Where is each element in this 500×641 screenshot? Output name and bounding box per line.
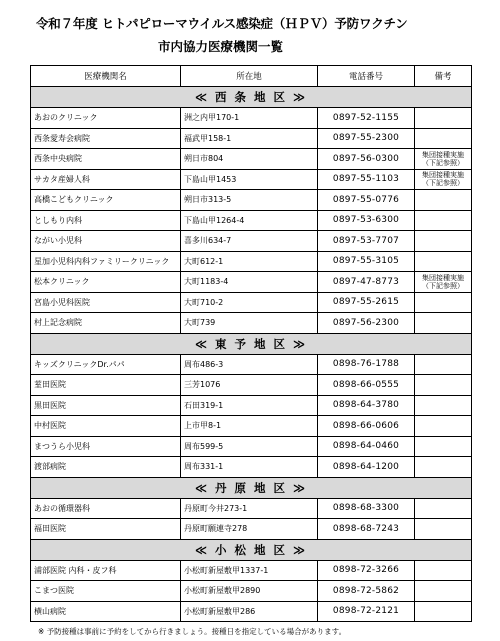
clinic-address: 三芳1076 [181,375,318,396]
table-row [31,190,472,211]
clinic-tel: 0897-53-6300 [318,210,415,231]
clinic-address: 福武甲158-1 [181,128,318,149]
clinic-tel: 0897-56-0300 [318,149,415,170]
table-row [31,272,472,293]
clinic-address: 朔日市313-5 [181,190,318,211]
clinic-tel: 0898-72-3266 [318,560,415,581]
clinic-tel: 0898-68-7243 [318,519,415,540]
clinic-name: 西条中央病院 [31,149,181,170]
clinic-name: 松本クリニック [31,272,181,293]
table-row [31,581,472,602]
table-row [31,210,472,231]
clinic-table [30,65,472,622]
clinic-address: 上市甲8-1 [181,416,318,437]
clinic-address: 下島山甲1453 [181,169,318,190]
clinic-name: 星加小児科内科ファミリークリニック [31,251,181,272]
clinic-name: 村上記念病院 [31,313,181,334]
clinic-note [415,292,472,313]
table-row [31,354,472,375]
clinic-note [415,190,472,211]
clinic-name: 荎田医院 [31,375,181,396]
clinic-note [415,210,472,231]
clinic-tel: 0898-72-5862 [318,581,415,602]
clinic-address: 丹原町願連寺278 [181,519,318,540]
clinic-note [415,519,472,540]
clinic-tel: 0897-52-1155 [318,108,415,129]
clinic-tel: 0897-55-2300 [318,128,415,149]
clinic-name: あおのクリニック [31,108,181,129]
clinic-note: 集団接種実施（下記参照） [415,169,472,190]
document-title: 令和７年度 ヒトパピローマウイルス感染症（ＨＰＶ）予防ワクチン [36,16,408,31]
clinic-address: 大町1183-4 [181,272,318,293]
clinic-note [415,375,472,396]
header-address: 所在地 [181,66,318,87]
table-row [31,560,472,581]
clinic-tel: 0897-55-1103 [318,169,415,190]
clinic-tel: 0897-55-2615 [318,292,415,313]
table-row [31,169,472,190]
table-row [31,292,472,313]
clinic-address: 周布486-3 [181,354,318,375]
table-row [31,416,472,437]
clinic-tel: 0897-53-7707 [318,231,415,252]
clinic-note [415,416,472,437]
clinic-note: 集団接種実施（下記参照） [415,149,472,170]
clinic-note [415,251,472,272]
region-label: ≪ 丹 原 地 区 ≫ [31,477,472,498]
clinic-tel: 0898-66-0555 [318,375,415,396]
clinic-name: 西条愛寿会病院 [31,128,181,149]
clinic-address: 朔日市804 [181,149,318,170]
clinic-name: まつうら小児科 [31,436,181,457]
clinic-name: 渡部病院 [31,457,181,478]
clinic-name: としもり内科 [31,210,181,231]
region-label: ≪ 西 条 地 区 ≫ [31,87,472,108]
region-label: ≪ 小 松 地 区 ≫ [31,539,472,560]
table-row [31,436,472,457]
header-tel: 電話番号 [318,66,415,87]
clinic-name: あおの循環器科 [31,498,181,519]
clinic-address: 下島山甲1264-4 [181,210,318,231]
clinic-name: 宮島小児科医院 [31,292,181,313]
document-subtitle: 市内協力医療機関一覧 [158,39,284,54]
clinic-name: こまつ医院 [31,581,181,602]
clinic-tel: 0898-72-2121 [318,601,415,622]
footnote: ※ 予防接種は事前に予約をしてから行きましょう。接種日を指定している場合があります。 [38,627,347,636]
clinic-address: 喜多川634-7 [181,231,318,252]
header-name: 医療機関名 [31,66,181,87]
header-note: 備考 [415,66,472,87]
region-header-row [31,87,472,108]
clinic-note [415,231,472,252]
clinic-note [415,601,472,622]
clinic-name: 中村医院 [31,416,181,437]
clinic-name: 黒田医院 [31,395,181,416]
clinic-tel: 0897-55-0776 [318,190,415,211]
clinic-tel: 0897-56-2300 [318,313,415,334]
table-header-row [31,66,472,87]
clinic-note [415,354,472,375]
clinic-address: 小松町新屋敷甲286 [181,601,318,622]
table-row [31,519,472,540]
clinic-tel: 0897-55-3105 [318,251,415,272]
clinic-name: ながい小児科 [31,231,181,252]
clinic-note [415,108,472,129]
clinic-address: 小松町新屋敷甲2890 [181,581,318,602]
region-header-row [31,477,472,498]
table-row [31,601,472,622]
clinic-address: 大町612-1 [181,251,318,272]
table-row [31,498,472,519]
region-header-row [31,539,472,560]
clinic-address: 洲之内甲170-1 [181,108,318,129]
region-header-row [31,333,472,354]
clinic-name: サカタ産婦人科 [31,169,181,190]
clinic-note [415,560,472,581]
table-row [31,108,472,129]
clinic-note [415,457,472,478]
clinic-tel: 0898-64-1200 [318,457,415,478]
table-row [31,313,472,334]
clinic-note [415,313,472,334]
clinic-address: 丹原町今井273-1 [181,498,318,519]
clinic-note: 集団接種実施（下記参照） [415,272,472,293]
clinic-tel: 0898-76-1788 [318,354,415,375]
clinic-name: 高橋こどもクリニック [31,190,181,211]
table-body [31,87,472,622]
clinic-address: 大町739 [181,313,318,334]
table-row [31,231,472,252]
table-row [31,251,472,272]
clinic-tel: 0898-64-3780 [318,395,415,416]
clinic-tel: 0898-64-0460 [318,436,415,457]
table-row [31,395,472,416]
clinic-note [415,395,472,416]
clinic-name: キッズクリニックDr.パパ [31,354,181,375]
clinic-address: 小松町新屋敷甲1337-1 [181,560,318,581]
clinic-name: 横山病院 [31,601,181,622]
table-row [31,375,472,396]
clinic-name: 浦部医院 内科・皮フ科 [31,560,181,581]
clinic-note [415,581,472,602]
clinic-note [415,436,472,457]
table-row [31,149,472,170]
clinic-tel: 0897-47-8773 [318,272,415,293]
clinic-address: 石田319-1 [181,395,318,416]
clinic-name: 福田医院 [31,519,181,540]
clinic-address: 周布331-1 [181,457,318,478]
clinic-note [415,498,472,519]
region-label: ≪ 東 予 地 区 ≫ [31,333,472,354]
clinic-address: 大町710-2 [181,292,318,313]
clinic-tel: 0898-68-3300 [318,498,415,519]
clinic-note [415,128,472,149]
table-row [31,457,472,478]
clinic-tel: 0898-66-0606 [318,416,415,437]
clinic-address: 周布599-5 [181,436,318,457]
table-row [31,128,472,149]
